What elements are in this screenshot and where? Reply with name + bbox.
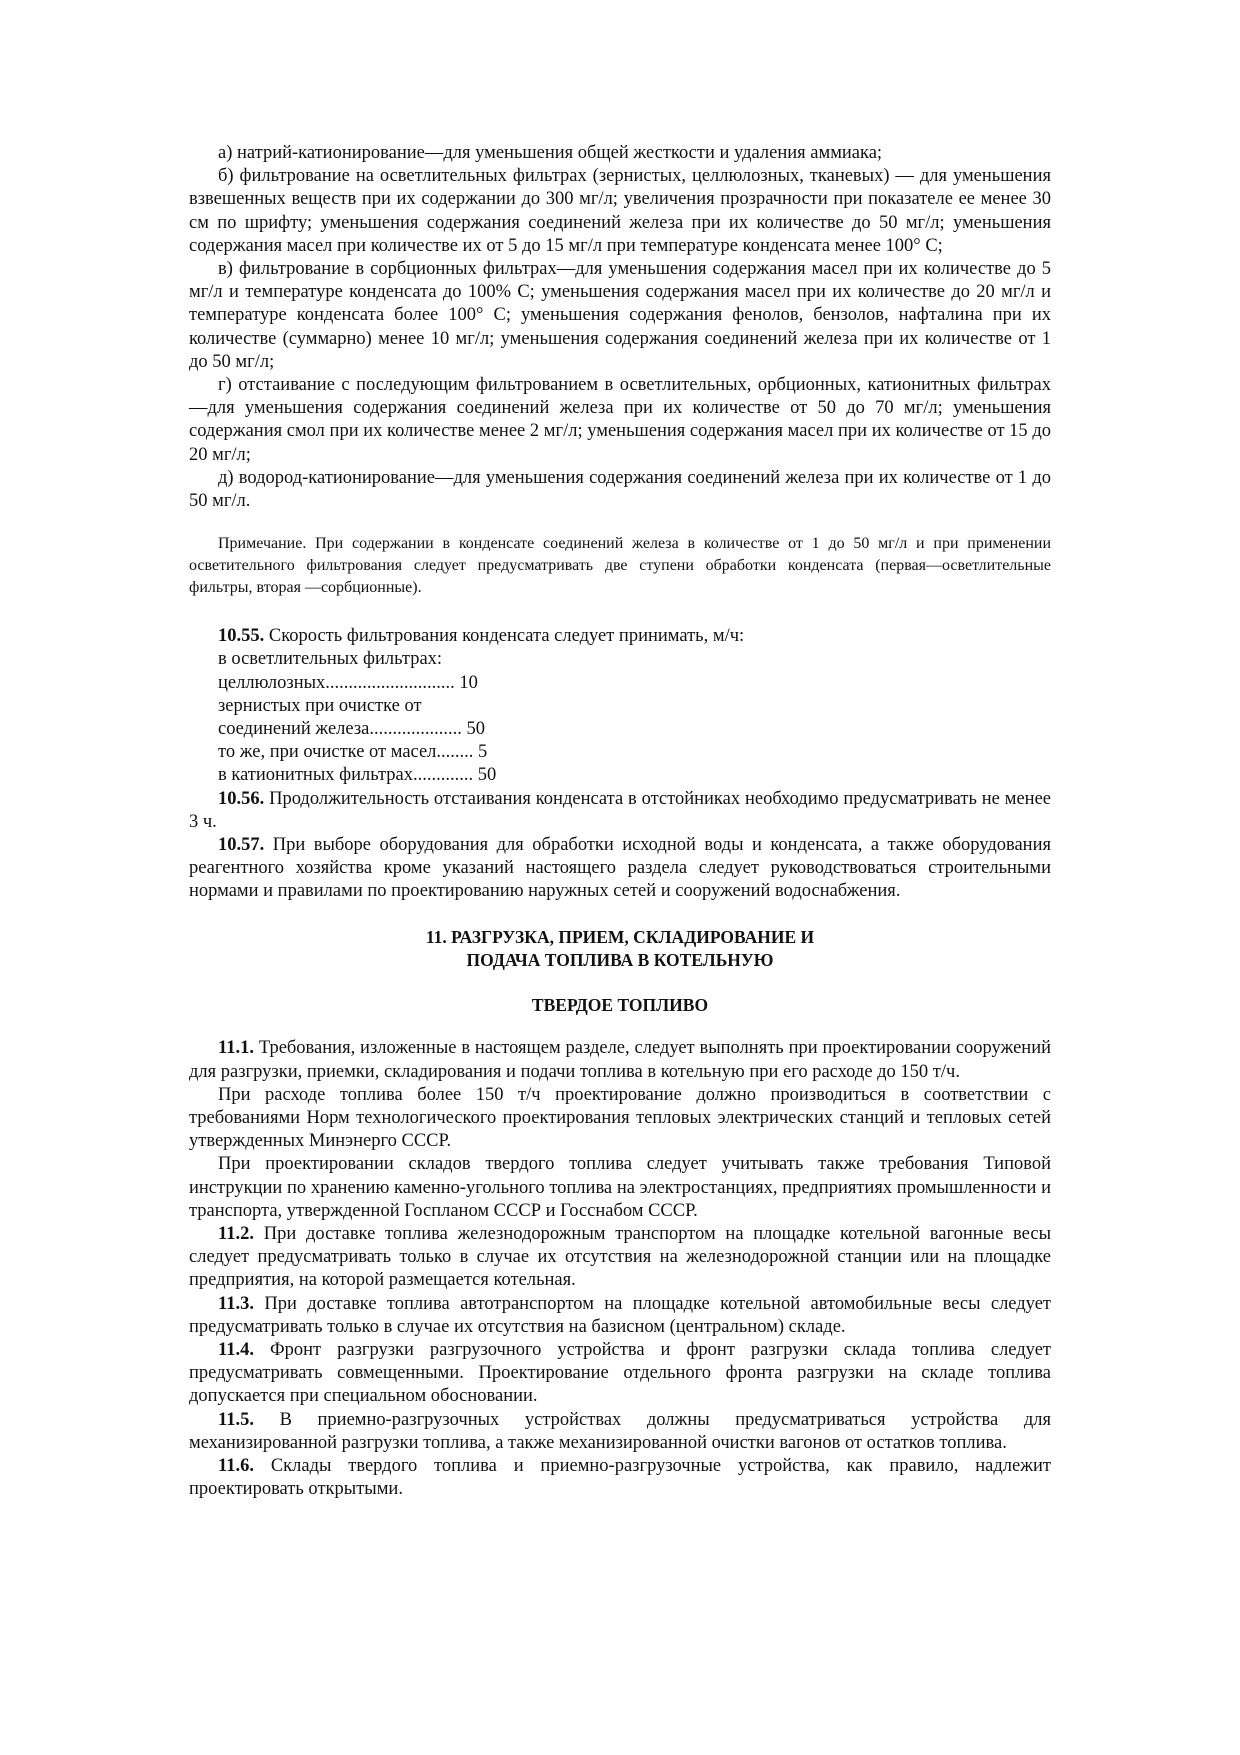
section-number: 10.56. — [218, 788, 265, 809]
section-number: 11.6. — [218, 1455, 254, 1476]
section-10-57 — [189, 834, 1051, 904]
section-text: В приемно-разгрузочных устройствах должны предусматриваться устройства для механизированной разгрузки топлива, а также механизированной очистки вагонов от остатков топлива. — [189, 1409, 1051, 1453]
section-10-56 — [189, 788, 1051, 834]
paragraph: При проектировании складов твердого топлива следует учитывать также требования Типовой инструкции по хранению каменно-угольного топлива на электростанциях, предприятиях промышленности и транспорта, утвержденной Госпланом СССР и Госснабом СССР. — [189, 1154, 1051, 1221]
section-11-heading — [189, 926, 1051, 972]
section-number: 11.2. — [218, 1223, 254, 1244]
section-text: Требования, изложенные в настоящем разделе, следует выполнять при проектировании сооружений для разгрузки, приемки, складирования и подачи топлива в котельную при его расходе до 150 т/ч. — [189, 1038, 1051, 1082]
item-a: а) натрий-катионирование—для уменьшения общей жесткости и удаления аммиака; — [218, 143, 883, 163]
section-text: При выборе оборудования для обработки исходной воды и конденсата, а также оборудования реагентного хозяйства кроме указаний настоящего раздела следует руководствоваться строительными нормами и правилами по проектированию наружных сетей и сооружений водоснабжения. — [189, 835, 1051, 902]
section-11-1 — [189, 1037, 1051, 1083]
section-number: 11.5. — [218, 1409, 254, 1430]
section-text: Склады твердого топлива и приемно-разгрузочные устройства, как правило, надлежит проектировать открытыми. — [189, 1455, 1051, 1500]
section-number: 10.55. — [218, 626, 265, 647]
item-d: д) водород-катионирование—для уменьшения содержания соединений железа при их количестве от 1 до 50 мг/л. — [189, 467, 1051, 512]
section-11-6 — [189, 1455, 1051, 1501]
heading-line-1: 11. РАЗГРУЗКА, ПРИЕМ, СКЛАДИРОВАНИЕ И — [425, 926, 815, 947]
section-text: При доставке топлива автотранспортом на площадке котельной автомобильные весы следует предусматривать только в случае их отсутствия на базисном (центральном) складе. — [189, 1293, 1051, 1337]
note: Примечание. При содержании в конденсате соединений железа в количестве от 1 до 50 мг/л и при применении осветительного фильтрования следует предусматривать две ступени обработки конденсата (первая—осветлительные фильтры, вторая —сорбционные). — [189, 535, 1051, 597]
section-11-5 — [189, 1409, 1051, 1455]
section-10-55 — [189, 625, 1051, 648]
list-item: то же, при очистке от масел........ 5 — [218, 742, 488, 763]
section-number: 10.57. — [218, 835, 265, 856]
section-text: Продолжительность отстаивания конденсата в отстойниках необходимо предусматривать не менее 3 ч. — [189, 788, 1051, 832]
list-item: зернистых при очистке от — [218, 695, 422, 716]
item-b: б) фильтрование на осветлительных фильтрах (зернистых, целлюлозных, тканевых) — для уменьшения взвешенных веществ при их содержании до 300 мг/л; увеличения прозрачности при показателе ее менее 30 см по шрифту; уменьшения содержания соединений железа при их количестве до 50 мг/л; уменьшения содержания масел при количестве их от 5 до 15 мг/л при температуре конденсата менее 100° С; — [189, 166, 1051, 256]
document-page — [189, 142, 1051, 1501]
section-number: 11.3. — [218, 1293, 254, 1314]
item-v: в) фильтрование в сорбционных фильтрах—для уменьшения содержания масел при их количестве до 5 мг/л и температуре конденсата до 100% С; уменьшения содержания масел при их количестве до 20 мг/л и температуре конденсата более 100° С; уменьшения содержания фенолов, бензолов, нафталина при их количестве (суммарно) менее 10 мг/л; уменьшения содержания соединений железа при их количестве от 1 до 50 мг/л; — [189, 259, 1051, 372]
section-text: Скорость фильтрования конденсата следует принимать, м/ч: — [264, 626, 745, 647]
list-item: соединений железа.................... 50 — [218, 719, 485, 740]
list-item: в катионитных фильтрах............. 50 — [218, 765, 497, 786]
section-number: 11.4. — [218, 1339, 254, 1360]
section-text: Фронт разгрузки разгрузочного устройства и фронт разгрузки склада топлива следует предусматривать совмещенными. Проектирование отдельного фронта разгрузки на складе топлива допускается при специальном обосновании. — [189, 1339, 1051, 1407]
paragraph: При расходе топлива более 150 т/ч проектирование должно производиться в соответствии с требованиями Норм технологического проектирования тепловых электрических станций и тепловых сетей утвержденных Минэнерго СССР. — [189, 1084, 1051, 1152]
list-item: целлюлозных............................ 10 — [218, 672, 478, 693]
heading-line-2: ПОДАЧА ТОПЛИВА В КОТЕЛЬНУЮ — [466, 949, 774, 970]
section-number: 11.1. — [218, 1038, 254, 1059]
item-g: г) отстаивание с последующим фильтрованием в осветлительных, орбционных, катионитных фильтрах—для уменьшения содержания соединений железа при их количестве от 50 до 70 мг/л; уменьшения содержания смол при их количестве менее 2 мг/л; уменьшения содержания масел при их количестве от 15 до 20 мг/л; — [189, 375, 1051, 465]
section-11-4 — [189, 1339, 1051, 1409]
section-11-2 — [189, 1223, 1051, 1293]
list-item: в осветлительных фильтрах: — [218, 649, 443, 670]
section-11-3 — [189, 1293, 1051, 1339]
filtration-speed-list — [189, 648, 1051, 787]
section-text: При доставке топлива железнодорожным транспортом на площадке котельной вагонные весы следует предусматривать только в случае их отсутствия на железнодорожной станции или на площадке предприятия, на которой размещается котельная. — [189, 1223, 1051, 1291]
subheading-solid-fuel: ТВЕРДОЕ ТОПЛИВО — [531, 995, 709, 1016]
